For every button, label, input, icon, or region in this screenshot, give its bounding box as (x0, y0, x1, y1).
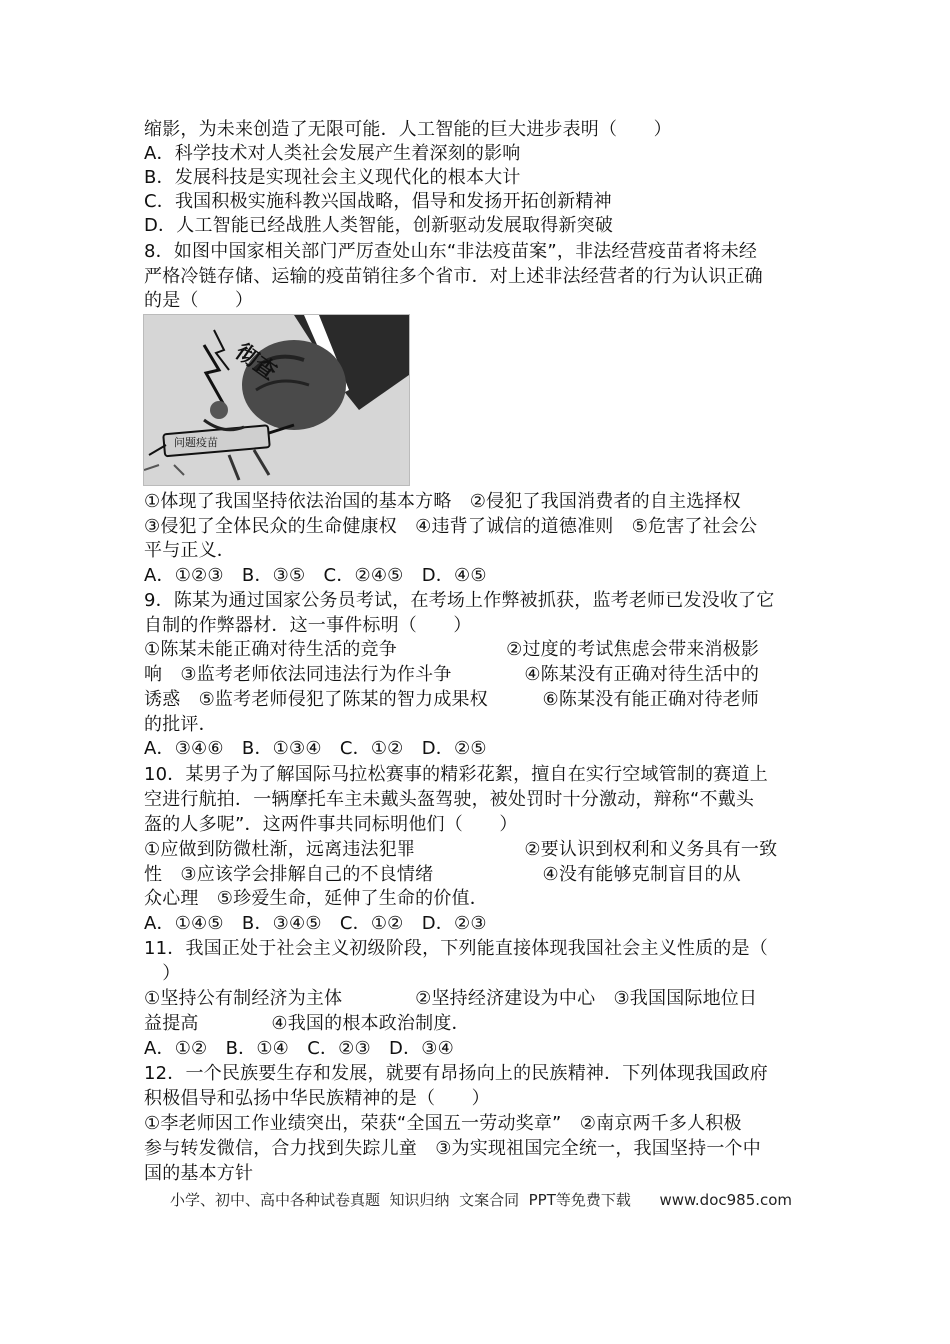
question-9-options: A．③④⑥ B．①③④ C．①② D．②⑤ (144, 738, 487, 759)
cartoon-illustration (144, 315, 409, 485)
question-9-choice: 诱惑 ⑤监考老师侵犯了陈某的智力成果权 ⑥陈某没有能正确对待老师 (144, 689, 760, 710)
question-10-choice: ①应做到防微杜渐，远离违法犯罪 ②要认识到权利和义务具有一致 (144, 839, 778, 860)
question-11-choice: 益提高 ④我国的根本政治制度． (144, 1013, 470, 1034)
cartoon-figure (143, 314, 410, 486)
option-d: D．人工智能已经战胜人类智能，创新驱动发展取得新突破 (144, 215, 614, 236)
question-8-choice: ③侵犯了全体民众的生命健康权 ④违背了诚信的道德准则 ⑤危害了社会公 (144, 516, 758, 537)
question-8-options: A．①②③ B．③⑤ C．②④⑤ D．④⑤ (144, 565, 487, 586)
question-8-choice: 平与正义． (144, 540, 235, 561)
question-8-line: 的是（ ） (144, 290, 254, 311)
option-b: B．发展科技是实现社会主义现代化的根本大计 (144, 167, 521, 188)
question-10-choice: 众心理 ⑤珍爱生命，延伸了生命的价值． (144, 888, 488, 909)
page-footer: 小学、初中、高中各种试卷真题 知识归纳 文案合同 PPT等免费下载 www.doc985.com (170, 1191, 793, 1209)
question-8-line: 8．如图中国家相关部门严厉查处山东“非法疫苗案”，非法经营疫苗者将未经 (144, 241, 758, 262)
question-9-line: 9．陈某为通过国家公务员考试，在考场上作弊被抓获，监考老师已发没收了它 (144, 590, 775, 611)
question-10-line: 盔的人多呢”．这两件事共同标明他们（ ） (144, 814, 518, 835)
question-11-choice: ①坚持公有制经济为主体 ②坚持经济建设为中心 ③我国国际地位日 (144, 988, 758, 1009)
stamp-label: 彻查 (230, 339, 281, 386)
question-8-line: 严格冷链存储、运输的疫苗销往多个省市．对上述非法经营者的行为认识正确 (144, 266, 763, 287)
question-11-options: A．①② B．①④ C．②③ D．③④ (144, 1038, 454, 1059)
question-12-line: 12．一个民族要生存和发展，就要有昂扬向上的民族精神．下列体现我国政府 (144, 1063, 768, 1084)
text-line: 缩影，为未来创造了无限可能．人工智能的巨大进步表明（ ） (144, 119, 672, 140)
option-a: A．科学技术对人类社会发展产生着深刻的影响 (144, 143, 521, 164)
question-11-line: 11．我国正处于社会主义初级阶段，下列能直接体现我国社会主义性质的是（ (144, 938, 768, 959)
question-9-line: 自制的作弊器材．这一事件标明（ ） (144, 615, 472, 636)
question-11-line: ） (144, 963, 181, 984)
question-12-choice: ①李老师因工作业绩突出，荣获“全国五一劳动奖章” ②南京两千多人积极 (144, 1113, 742, 1134)
bottle-label: 问题疫苗 (174, 436, 218, 449)
question-8-choice: ①体现了我国坚持依法治国的基本方略 ②侵犯了我国消费者的自主选择权 (144, 491, 741, 512)
question-9-choice: 的批评． (144, 714, 217, 735)
question-9-choice: ①陈某未能正确对待生活的竞争 ②过度的考试焦虑会带来消极影 (144, 639, 760, 660)
question-12-choice: 参与转发微信，合力找到失踪儿童 ③为实现祖国完全统一，我国坚持一个中 (144, 1138, 761, 1159)
question-10-choice: 性 ③应该学会排解自己的不良情绪 ④没有能够克制盲目的从 (144, 864, 741, 885)
question-9-choice: 响 ③监考老师依法同违法行为作斗争 ④陈某没有正确对待生活中的 (144, 664, 760, 685)
option-c: C．我国积极实施科教兴国战略，倡导和发扬开拓创新精神 (144, 191, 612, 212)
question-10-line: 空进行航拍．一辆摩托车主未戴头盔驾驶，被处罚时十分激动，辩称“不戴头 (144, 789, 755, 810)
question-10-options: A．①④⑤ B．③④⑤ C．①② D．②③ (144, 913, 487, 934)
question-12-choice: 国的基本方针 (144, 1163, 254, 1184)
question-10-line: 10．某男子为了解国际马拉松赛事的精彩花絮，擅自在实行空域管制的赛道上 (144, 764, 768, 785)
question-12-line: 积极倡导和弘扬中华民族精神的是（ ） (144, 1088, 490, 1109)
